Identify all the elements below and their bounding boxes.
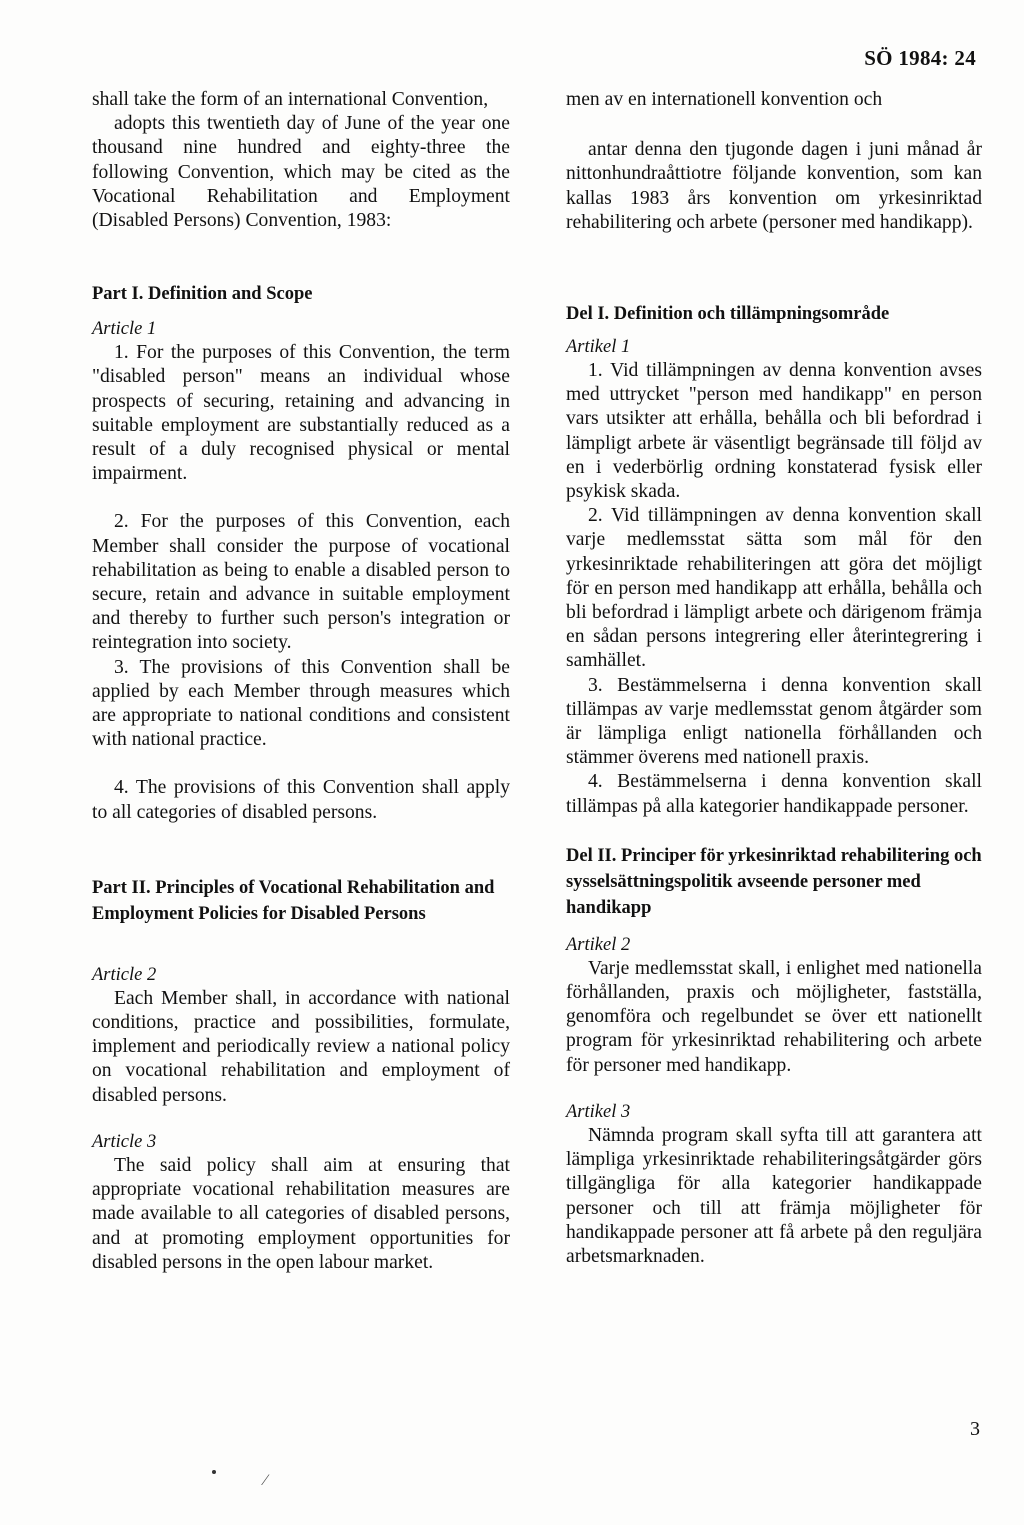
swedish-column — [566, 88, 982, 1269]
part-1-heading: Part I. Definition and Scope — [92, 284, 313, 305]
scan-mark: ⁄ — [264, 1472, 267, 1489]
english-column — [92, 88, 510, 1275]
adoption-clause-sv: antar denna den tjugonde dagen i juni månad år nittonhundraåttiotre följande konvention, som kan kallas 1983 års konvention om yrkesinriktad rehabilitering och arbete (personer med handikapp). — [566, 139, 982, 233]
part-2-heading: Part II. Principles of Vocational Rehabilitation and Employment Policies for Disabled Persons — [92, 877, 495, 924]
article-1-paragraph-4-sv: 4. Bestämmelserna i denna konvention skall tillämpas på alla kategorier handikappade personer. — [566, 771, 982, 817]
article-1-paragraph-1-sv: 1. Vid tillämpningen av denna konvention avses med uttrycket "person med handikapp" en person vars utsikter att erhålla, behålla och bli befordrad i lämpligt arbete är väsentligt begränsade till följd av en i vederbörlig ordning konstaterad fysisk eller psykisk skada. — [566, 360, 982, 503]
article-1-paragraph-4: 4. The provisions of this Convention shall apply to all categories of disabled persons. — [92, 777, 510, 823]
article-1-paragraph-2-sv: 2. Vid tillämpningen av denna konvention skall varje medlemsstat sätta som mål för den yrkesinriktade rehabiliteringen att göra det möjligt för en person med handikapp att erhålla, behålla och bli befordrad i lämpligt arbete och därigenom främja en sådan persons integrering eller återintegrering i samhället. — [566, 505, 982, 672]
intro-fragment: shall take the form of an international Convention, — [92, 89, 489, 110]
article-2-text-sv: Varje medlemsstat skall, i enlighet med nationella förhållanden, praxis och möjligheter, fastställa, genomföra och regelbundet se över ett nationellt program för yrkesinriktad rehabilitering och arbete för personer med handikapp. — [566, 957, 982, 1076]
part-1-heading-sv: Del I. Definition och tillämpningsområde — [566, 304, 890, 325]
document-reference: SÖ 1984: 24 — [864, 46, 976, 70]
article-1-label-sv: Artikel 1 — [566, 337, 631, 358]
article-1-paragraph-3: 3. The provisions of this Convention shall be applied by each Member through measures which are appropriate to national conditions and consistent with national practice. — [92, 656, 510, 751]
article-2-label-sv: Artikel 2 — [566, 934, 631, 955]
article-2-text: Each Member shall, in accordance with national conditions, practice and possibilities, formulate, implement and periodically review a national policy on vocational rehabilitation and employment of disabled persons. — [92, 987, 510, 1106]
article-3-label-sv: Artikel 3 — [566, 1101, 631, 1122]
intro-fragment-sv: men av en internationell konvention och — [566, 89, 883, 110]
article-3-label: Article 3 — [92, 1131, 157, 1152]
page-number: 3 — [970, 1418, 980, 1440]
article-3-text-sv: Nämnda program skall syfta till att garantera att lämpliga yrkesinriktade rehabiliteringsåtgärder görs tillgängliga för alla kategorier handikappade personer och till att främja möjligheter för handikappade personer att få arbete på den reguljära arbetsmarknaden. — [566, 1124, 982, 1267]
scan-speck — [212, 1470, 216, 1474]
article-1-paragraph-1: 1. For the purposes of this Convention, the term "disabled person" means an individual whose prospects of securing, retaining and advancing in suitable employment are substantially reduced as a result of a duly recognised physical or mental impairment. — [92, 342, 510, 485]
adoption-clause: adopts this twentieth day of June of the year one thousand nine hundred and eighty-three the following Convention, which may be cited as the Vocational Rehabilitation and Employment (Disabled Persons) Convention, 1983: — [92, 113, 510, 232]
article-1-label: Article 1 — [92, 319, 157, 340]
part-2-heading-sv: Del II. Principer för yrkesinriktad rehabilitering och sysselsättningspolitik avseende personer med handikapp — [566, 845, 982, 918]
article-3-text: The said policy shall aim at ensuring that appropriate vocational rehabilitation measures are made available to all categories of disabled persons, and at promoting employment opportunities for disabled persons in the open labour market. — [92, 1154, 510, 1273]
article-1-paragraph-3-sv: 3. Bestämmelserna i denna konvention skall tillämpas av varje medlemsstat genom åtgärder som är lämpliga enligt nationella förhållanden och stämmer överens med nationell praxis. — [566, 674, 982, 769]
article-2-label: Article 2 — [92, 964, 157, 985]
article-1-paragraph-2: 2. For the purposes of this Convention, each Member shall consider the purpose of vocational rehabilitation as being to enable a disabled person to secure, retain and advance in suitable employment and thereby to further such person's integration or reintegration into society. — [92, 511, 510, 654]
